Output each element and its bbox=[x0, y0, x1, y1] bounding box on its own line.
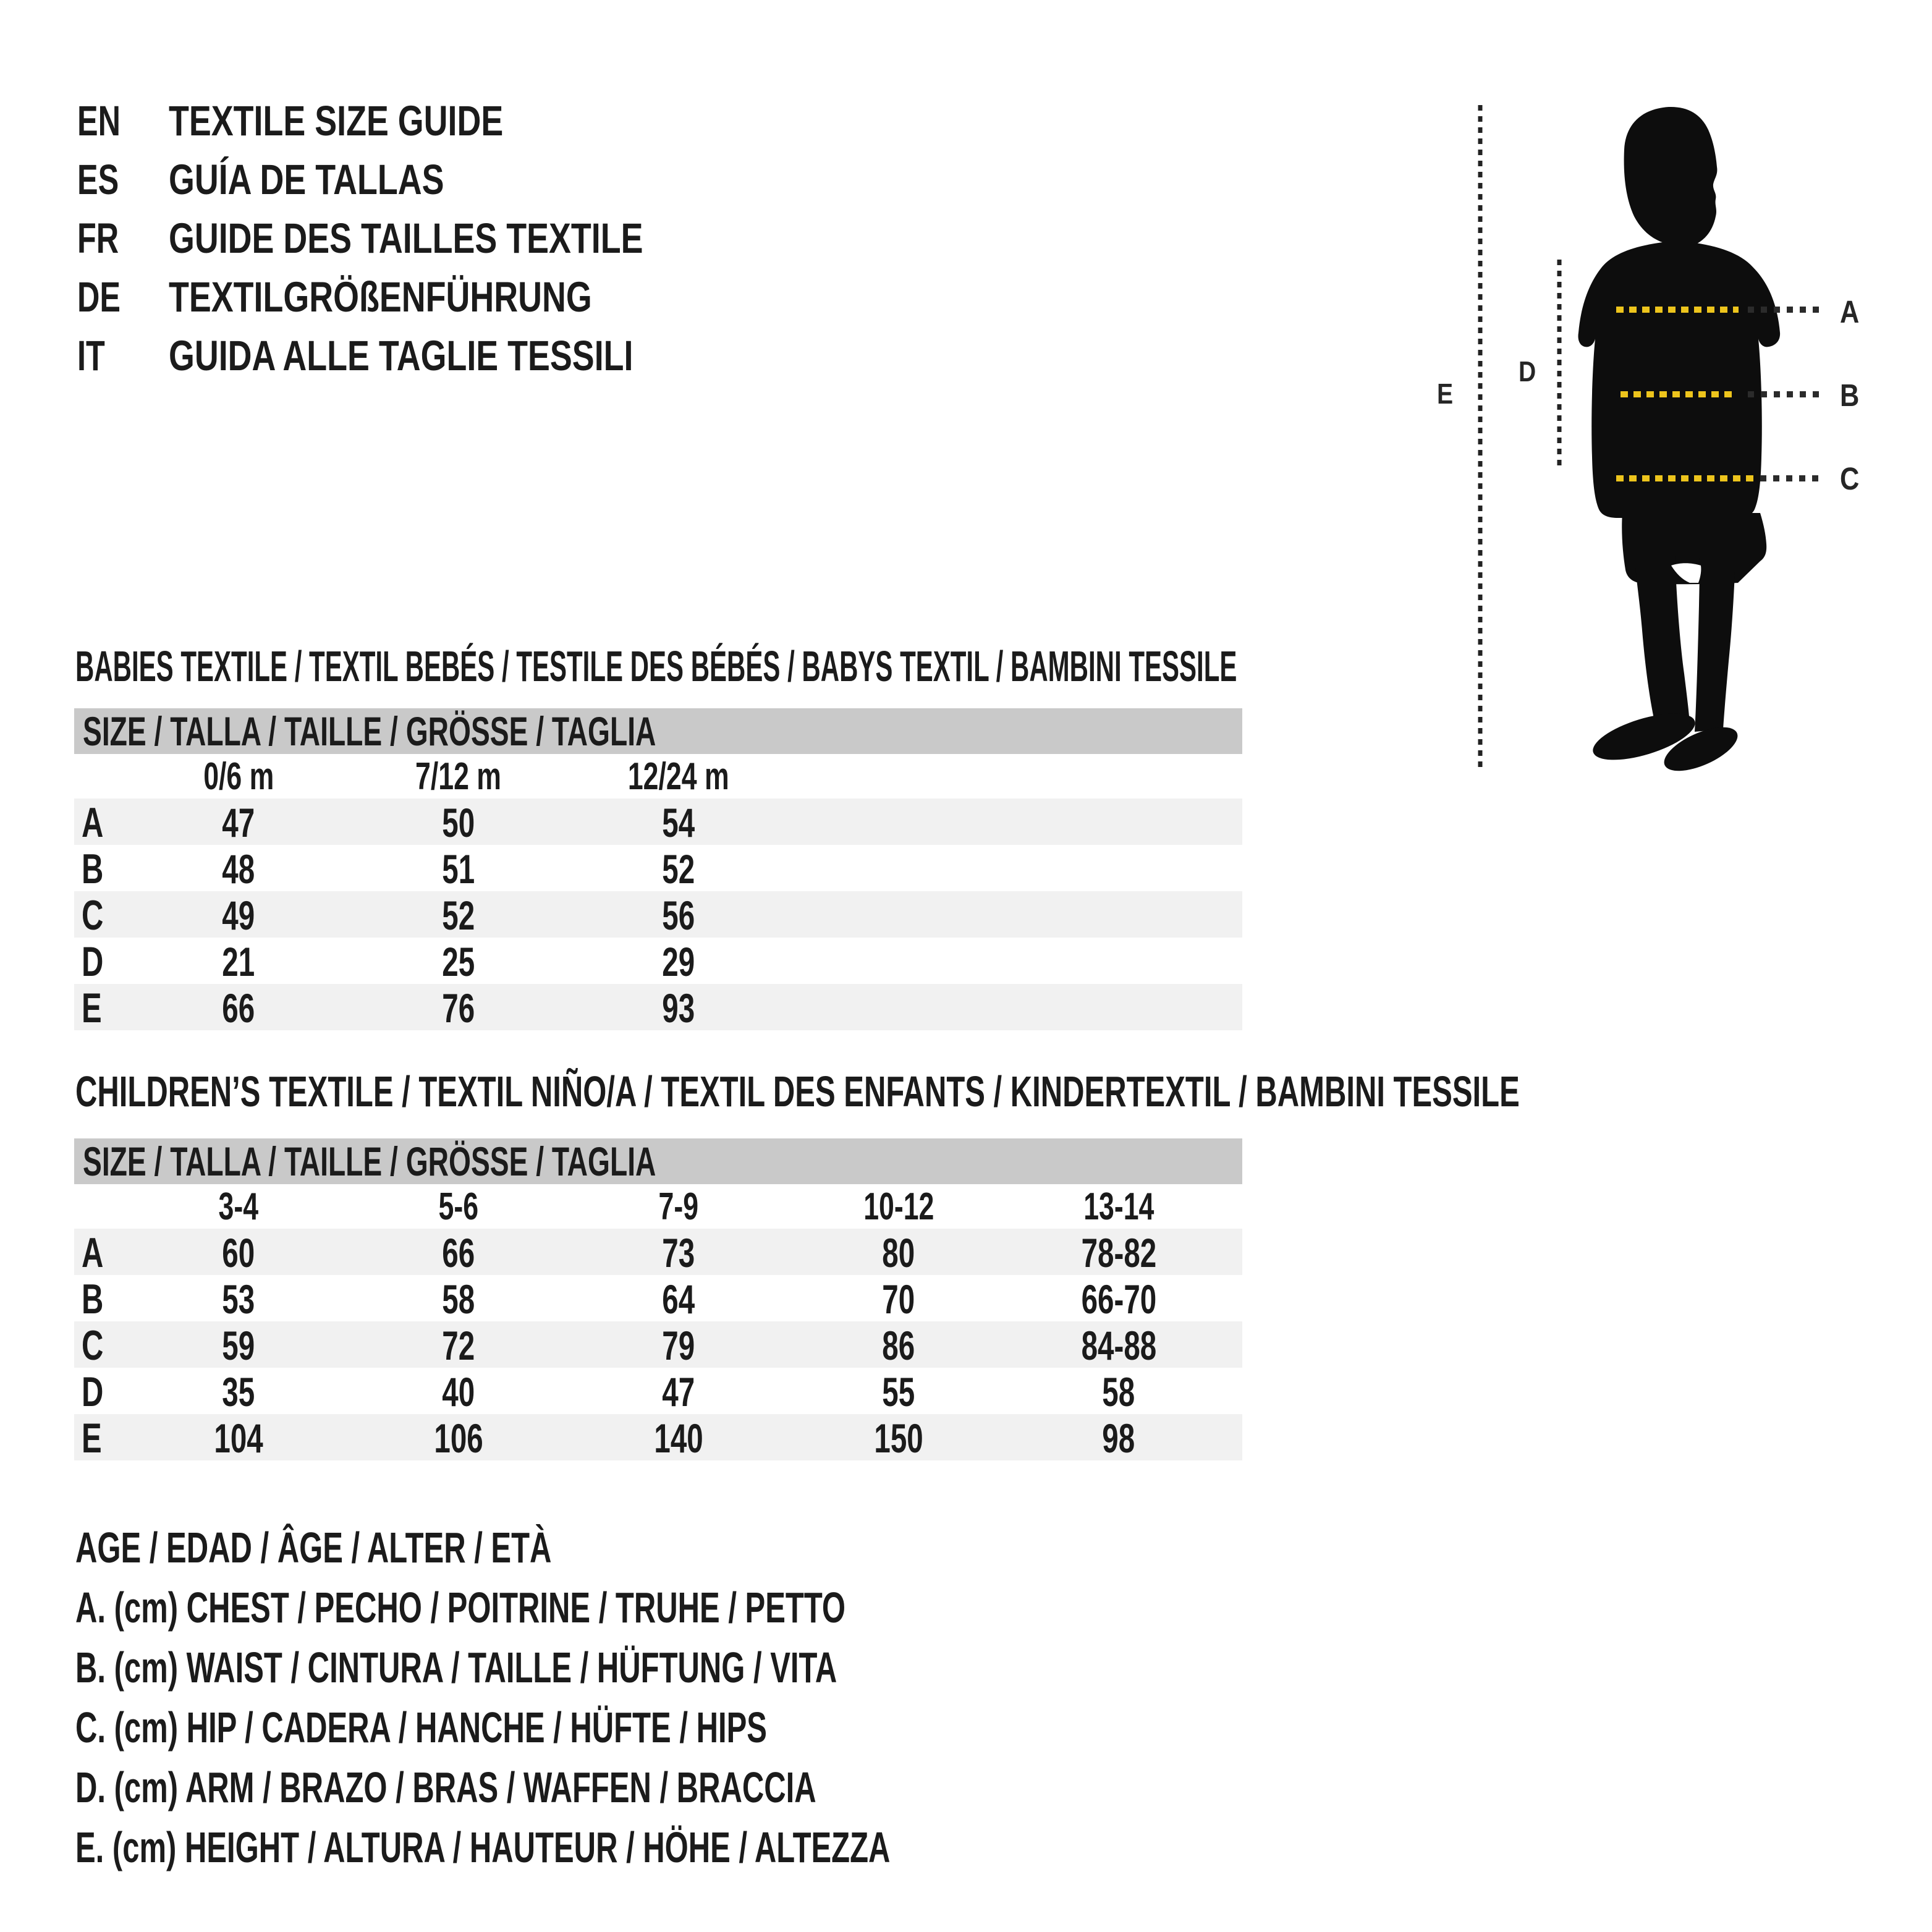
column-header: 10-12 bbox=[863, 1185, 934, 1228]
language-title: TEXTILE SIZE GUIDE bbox=[169, 97, 504, 145]
row-label: E bbox=[82, 985, 102, 1032]
table-row bbox=[74, 1275, 1242, 1321]
cell-value: 106 bbox=[434, 1415, 483, 1461]
cell-value: 54 bbox=[662, 800, 695, 845]
language-code: DE bbox=[77, 273, 121, 321]
language-row-de bbox=[77, 268, 777, 326]
row-label: A bbox=[82, 799, 104, 846]
column-header: 3-4 bbox=[218, 1185, 259, 1228]
cell-value: 64 bbox=[662, 1276, 695, 1322]
figure-label-height: E bbox=[1437, 378, 1454, 410]
language-title: GUIDE DES TAILLES TEXTILE bbox=[169, 214, 643, 262]
cell-value: 50 bbox=[442, 800, 475, 845]
row-label: D bbox=[82, 938, 104, 985]
column-header: 7-9 bbox=[658, 1185, 699, 1228]
row-label: B bbox=[82, 1276, 104, 1323]
babies-section-heading: BABIES TEXTILE / TEXTIL BEBÉS / TESTILE DES BÉBÉS / BABYS TEXTIL / BAMBINI TESSILE bbox=[75, 642, 1237, 690]
cell-value: 73 bbox=[662, 1230, 695, 1276]
language-row-es bbox=[77, 150, 777, 209]
table-row bbox=[74, 984, 1242, 1030]
column-header: 13-14 bbox=[1083, 1185, 1155, 1228]
language-row-it bbox=[77, 326, 777, 385]
cell-value: 86 bbox=[882, 1323, 915, 1368]
language-title: GUÍA DE TALLAS bbox=[169, 156, 444, 203]
cell-value: 21 bbox=[222, 939, 255, 985]
cell-value: 60 bbox=[222, 1230, 255, 1276]
cell-value: 76 bbox=[442, 985, 475, 1031]
table-row bbox=[74, 1368, 1242, 1414]
language-code: FR bbox=[77, 214, 119, 262]
cell-value: 140 bbox=[654, 1415, 703, 1461]
cell-value: 48 bbox=[222, 846, 255, 892]
language-title: TEXTILGRÖßENFÜHRUNG bbox=[169, 273, 592, 321]
row-label: E bbox=[82, 1415, 102, 1462]
cell-value: 84-88 bbox=[1081, 1323, 1156, 1368]
cell-value: 66-70 bbox=[1081, 1276, 1156, 1322]
cell-value: 55 bbox=[882, 1369, 915, 1415]
children-column-headers bbox=[74, 1184, 1242, 1229]
row-label: C bbox=[82, 892, 104, 939]
legend-row-age: AGE / EDAD / ÂGE / ALTER / ETÀ bbox=[75, 1523, 552, 1572]
column-header: 7/12 m bbox=[415, 755, 502, 798]
row-label: B bbox=[82, 845, 104, 892]
cell-value: 98 bbox=[1102, 1415, 1135, 1461]
size-bar-label: SIZE / TALLA / TAILLE / GRÖSSE / TAGLIA bbox=[83, 708, 656, 754]
cell-value: 80 bbox=[882, 1230, 915, 1276]
column-header: 0/6 m bbox=[203, 755, 274, 798]
cell-value: 47 bbox=[662, 1369, 695, 1415]
cell-value: 35 bbox=[222, 1369, 255, 1415]
babies-column-headers bbox=[74, 754, 1242, 799]
table-row bbox=[74, 891, 1242, 938]
language-code: IT bbox=[77, 332, 105, 379]
children-size-table bbox=[74, 1138, 1242, 1460]
cell-value: 150 bbox=[874, 1415, 923, 1461]
figure-label-waist: B bbox=[1840, 378, 1860, 413]
legend-row-arm: D. (cm) ARM / BRAZO / BRAS / WAFFEN / BRACCIA bbox=[75, 1763, 816, 1811]
table-row bbox=[74, 799, 1242, 845]
babies-size-bar bbox=[74, 708, 1242, 754]
language-row-en bbox=[77, 91, 777, 150]
table-row bbox=[74, 938, 1242, 984]
row-label: C bbox=[82, 1322, 104, 1369]
row-label: A bbox=[82, 1229, 104, 1276]
column-header: 5-6 bbox=[438, 1185, 479, 1228]
measurement-figure bbox=[1421, 87, 1932, 803]
measurement-legend bbox=[75, 1517, 1239, 1877]
table-row bbox=[74, 1321, 1242, 1368]
cell-value: 66 bbox=[442, 1230, 475, 1276]
cell-value: 59 bbox=[222, 1323, 255, 1368]
cell-value: 72 bbox=[442, 1323, 475, 1368]
cell-value: 79 bbox=[662, 1323, 695, 1368]
legend-row-hip: C. (cm) HIP / CADERA / HANCHE / HÜFTE / HIPS bbox=[75, 1703, 767, 1752]
legend-row-chest: A. (cm) CHEST / PECHO / POITRINE / TRUHE / PETTO bbox=[75, 1583, 846, 1632]
language-code: ES bbox=[77, 156, 119, 203]
legend-row-waist: B. (cm) WAIST / CINTURA / TAILLE / HÜFTUNG / VITA bbox=[75, 1643, 837, 1692]
legend-row-height: E. (cm) HEIGHT / ALTURA / HAUTEUR / HÖHE / ALTEZZA bbox=[75, 1823, 891, 1871]
cell-value: 47 bbox=[222, 800, 255, 845]
cell-value: 52 bbox=[442, 892, 475, 938]
table-row bbox=[74, 1229, 1242, 1275]
cell-value: 58 bbox=[1102, 1369, 1135, 1415]
cell-value: 104 bbox=[214, 1415, 263, 1461]
row-label: D bbox=[82, 1368, 104, 1415]
children-section-heading: CHILDREN’S TEXTILE / TEXTIL NIÑO/A / TEXTIL DES ENFANTS / KINDERTEXTIL / BAMBINI TESSILE bbox=[75, 1067, 1520, 1116]
cell-value: 40 bbox=[442, 1369, 475, 1415]
size-bar-label: SIZE / TALLA / TAILLE / GRÖSSE / TAGLIA bbox=[83, 1138, 656, 1184]
children-size-bar bbox=[74, 1138, 1242, 1184]
language-row-fr bbox=[77, 209, 777, 268]
language-code: EN bbox=[77, 97, 121, 145]
cell-value: 58 bbox=[442, 1276, 475, 1322]
cell-value: 53 bbox=[222, 1276, 255, 1322]
language-title-block bbox=[77, 91, 777, 385]
babies-size-table bbox=[74, 708, 1242, 1030]
language-title: GUIDA ALLE TAGLIE TESSILI bbox=[169, 332, 633, 379]
table-row bbox=[74, 1414, 1242, 1460]
cell-value: 25 bbox=[442, 939, 475, 985]
cell-value: 78-82 bbox=[1081, 1230, 1156, 1276]
cell-value: 70 bbox=[882, 1276, 915, 1322]
table-row bbox=[74, 845, 1242, 891]
figure-label-chest: A bbox=[1840, 294, 1860, 330]
cell-value: 56 bbox=[662, 892, 695, 938]
cell-value: 52 bbox=[662, 846, 695, 892]
cell-value: 66 bbox=[222, 985, 255, 1031]
column-header: 12/24 m bbox=[628, 755, 729, 798]
cell-value: 29 bbox=[662, 939, 695, 985]
cell-value: 51 bbox=[442, 846, 475, 892]
figure-label-hip: C bbox=[1840, 461, 1860, 497]
figure-label-arm: D bbox=[1519, 356, 1536, 388]
cell-value: 49 bbox=[222, 892, 255, 938]
cell-value: 93 bbox=[662, 985, 695, 1031]
